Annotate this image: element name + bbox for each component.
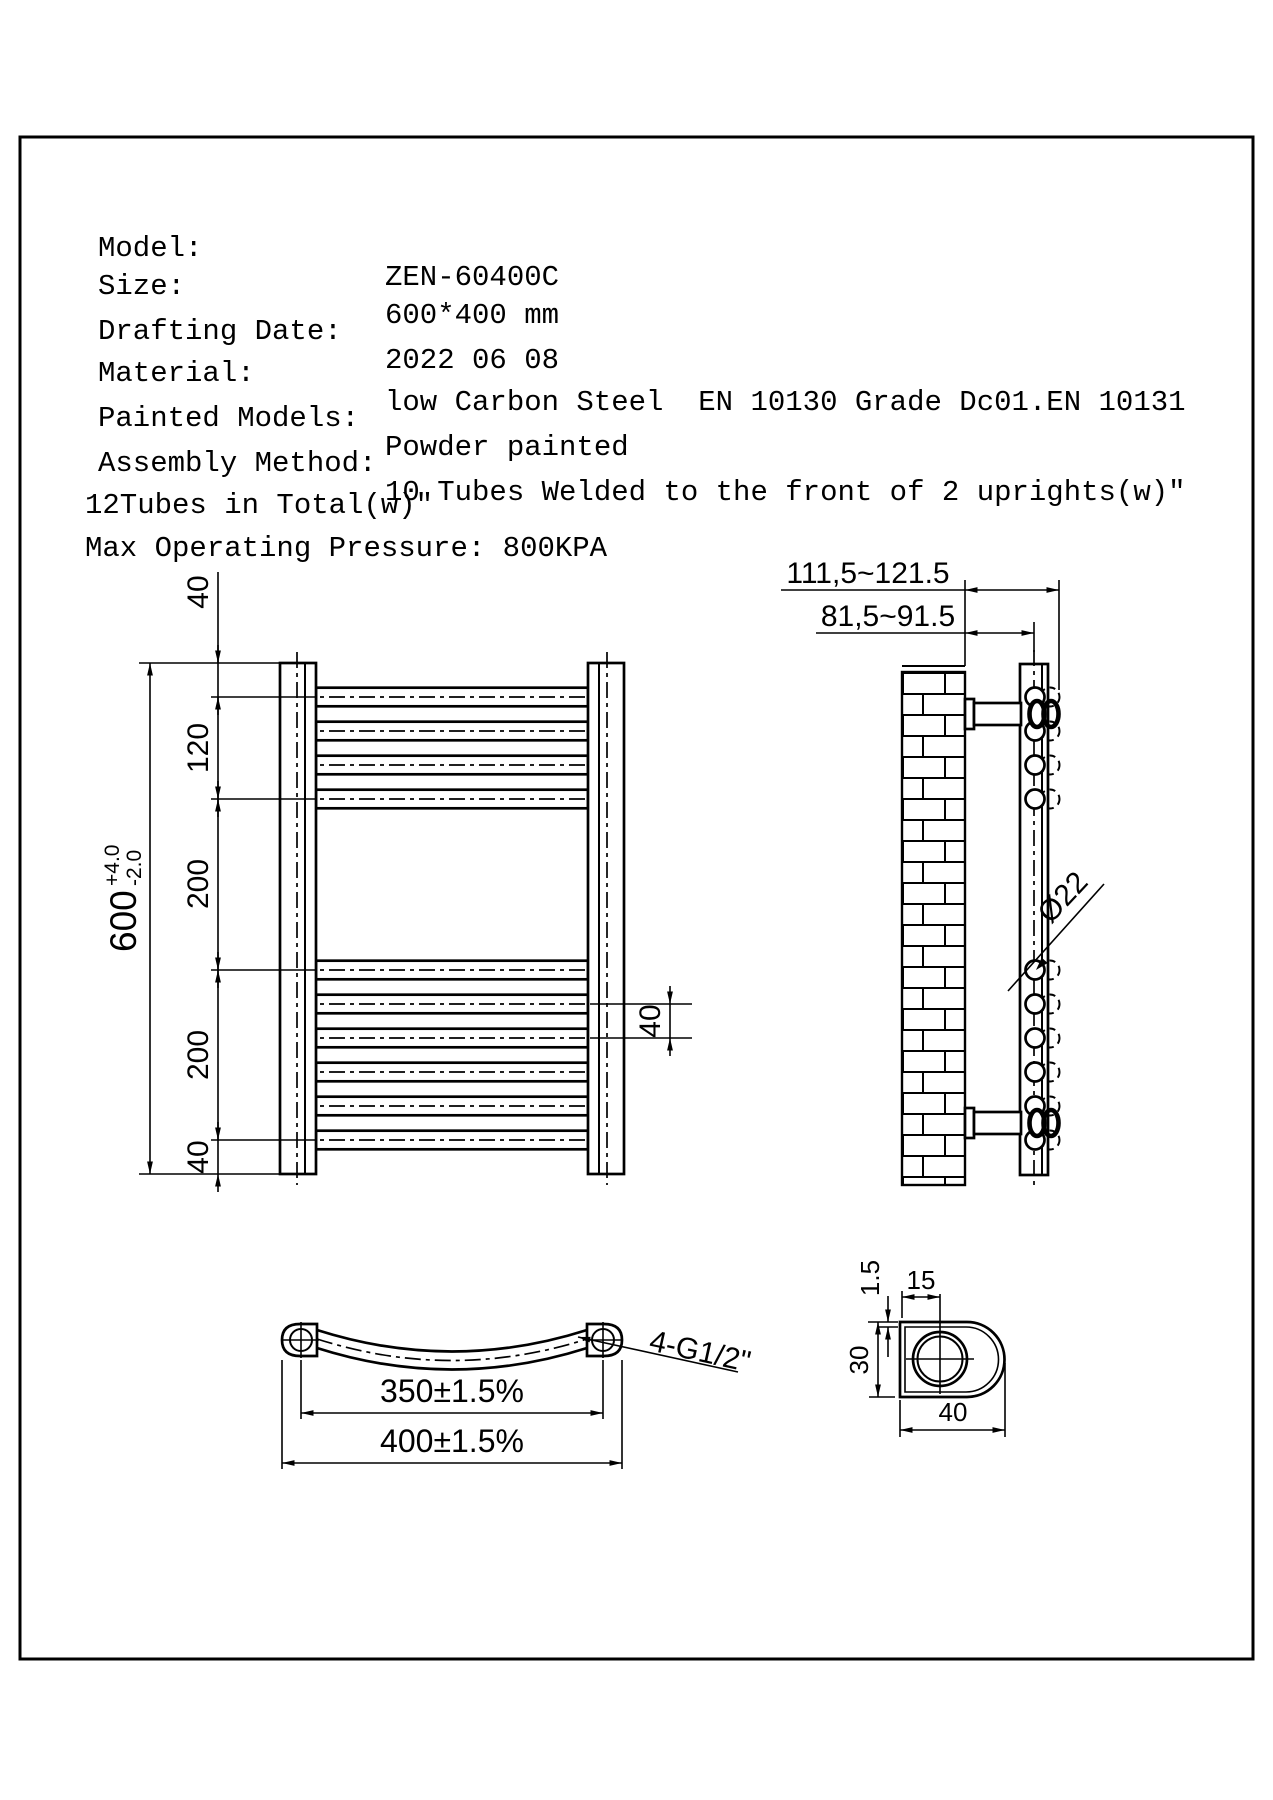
dim-200-lower: 200	[182, 1029, 215, 1081]
front-dim-overall	[101, 663, 150, 1174]
bracket-detail-view	[844, 1260, 1005, 1437]
spec-value: 2022 06 08	[385, 344, 560, 377]
front-uprights	[280, 652, 624, 1185]
side-view	[781, 557, 1104, 1190]
spec-label: Painted Models:	[98, 402, 360, 435]
dim-350: 350±1.5%	[380, 1373, 524, 1409]
spec-label: Model:	[98, 232, 203, 265]
spec-value: low Carbon Steel EN 10130 Grade Dc01.EN 10131	[385, 386, 1186, 419]
dim-120: 120	[182, 722, 215, 774]
spec-value: 10 Tubes Welded to the front of 2 uprights(w)″	[385, 476, 1186, 509]
spec-label: Assembly Method:	[98, 447, 377, 480]
top-view	[282, 1322, 754, 1469]
dim-top-40: 40	[182, 575, 215, 609]
dim-width: 40	[938, 1397, 968, 1427]
wall-bracket-bottom	[965, 1108, 1059, 1138]
dim-hole-offset: 15	[906, 1265, 936, 1295]
dim-wall-to-front: 111,5~121.5	[786, 557, 950, 590]
dim-600-tol-plus: +4.0	[101, 844, 124, 886]
dim-400: 400±1.5%	[380, 1423, 524, 1459]
dim-thread: 4-G1/2"	[646, 1324, 754, 1379]
spec-label: Drafting Date:	[98, 315, 342, 348]
wall	[902, 666, 965, 1185]
spec-value: 600*400 mm	[385, 299, 560, 332]
top-curved-tube	[317, 1330, 587, 1370]
spec-value: ZEN-60400C	[385, 261, 560, 294]
top-cap-left	[282, 1322, 319, 1358]
dim-200-upper: 200	[182, 858, 215, 910]
front-view	[101, 572, 692, 1192]
wall-bracket-top	[965, 699, 1059, 729]
dim-bottom-40: 40	[182, 1140, 215, 1174]
front-tubes	[299, 688, 606, 1150]
spec-value: Powder painted	[385, 431, 629, 464]
spec-label: Material:	[98, 357, 255, 390]
dim-pitch-40: 40	[634, 1004, 667, 1038]
dim-wall-to-center: 81,5~91.5	[820, 600, 956, 633]
dim-height: 30	[844, 1345, 874, 1375]
spec-extra-line: Max Operating Pressure: 800KPA	[85, 532, 608, 565]
dim-thickness: 1.5	[855, 1259, 885, 1297]
dim-600: 600	[103, 890, 144, 952]
spec-extra-line: 12Tubes in Total(w)″	[85, 489, 434, 522]
spec-label: Size:	[98, 270, 186, 303]
dim-600-tol-minus: -2.0	[123, 849, 146, 886]
dim-tube-diameter: Ø22	[1031, 865, 1095, 930]
